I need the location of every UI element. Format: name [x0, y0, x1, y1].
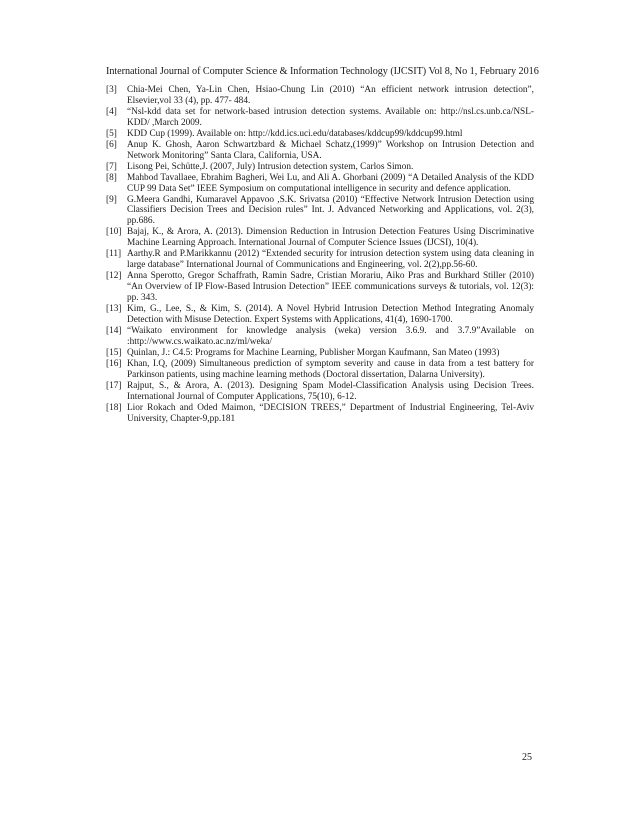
- reference-number: [17]: [106, 380, 122, 391]
- reference-text: Khan, I.Q, (2009) Simultaneous prediction of symptom severity and cause in data from a test battery for Parkinson patients, using machine learning methods (Doctoral dissertation, Dalarna University).: [127, 358, 534, 380]
- reference-item: [106, 381, 534, 403]
- running-header: International Journal of Computer Science & Information Technology (IJCSIT) Vol 8, No 1, February 2016: [106, 66, 539, 77]
- reference-number: [8]: [106, 172, 117, 183]
- reference-text: Lisong Pei, Schütte,J. (2007, July) Intrusion detection system, Carlos Simon.: [127, 161, 414, 172]
- reference-text: Mahbod Tavallaee, Ebrahim Bagheri, Wei Lu, and Ali A. Ghorbani (2009) “A Detailed Analysis of the KDD CUP 99 Data Set” IEEE Symposium on computational intelligence in security and defence application.: [127, 172, 534, 194]
- reference-text: Lior Rokach and Oded Maimon, “DECISION TREES,” Department of Industrial Engineering, Tel-Aviv University, Chapter-9,pp.181: [127, 402, 534, 424]
- reference-text: Anna Sperotto, Gregor Schaffrath, Ramin Sadre, Cristian Morariu, Aiko Pras and Burkhard Stiller (2010) “An Overview of IP Flow-Based Intrusion Detection” IEEE communications surveys & tutorials, vol. 12(3): pp. 343.: [127, 271, 534, 304]
- reference-number: [12]: [106, 271, 122, 282]
- reference-number: [16]: [106, 358, 122, 369]
- reference-text: “Nsl-kdd data set for network-based intrusion detection systems. Available on: http://nsl.cs.unb.ca/NSL-KDD/ ,March 2009.: [127, 106, 534, 128]
- reference-text: Kim, G., Lee, S., & Kim, S. (2014). A Novel Hybrid Intrusion Detection Method Integrating Anomaly Detection with Misuse Detection. Expert Systems with Applications, 41(4), 1690-1700.: [127, 304, 534, 326]
- reference-item: [106, 403, 534, 425]
- reference-number: [3]: [106, 85, 117, 95]
- reference-item: [106, 195, 534, 228]
- reference-number: [5]: [106, 128, 117, 139]
- reference-number: [4]: [106, 106, 117, 117]
- reference-number: [10]: [106, 227, 122, 238]
- reference-text: KDD Cup (1999). Available on: http://kdd.ics.uci.edu/databases/kddcup99/kddcup99.html: [127, 128, 463, 139]
- reference-text: Aarthy.R and P.Marikkannu (2012) “Extended security for intrusion detection system using data cleaning in large database” International Journal of Communications and Engineering, vol. 2(2),pp.56-60.: [127, 249, 534, 271]
- reference-item: [106, 162, 534, 173]
- reference-item: [106, 140, 534, 162]
- reference-text: Quinlan, J.: C4.5: Programs for Machine Learning, Publisher Morgan Kaufmann, San Mateo (1993): [127, 347, 500, 358]
- reference-text: “Waikato environment for knowledge analysis (weka) version 3.6.9. and 3.7.9”Available on :http://www.cs.waikato.ac.nz/ml/weka/: [127, 325, 534, 347]
- reference-item: [106, 173, 534, 195]
- reference-number: [9]: [106, 194, 117, 205]
- reference-item: [106, 85, 534, 107]
- reference-text: Bajaj, K., & Arora, A. (2013). Dimension Reduction in Intrusion Detection Features Using Discriminative Machine Learning Approach. International Journal of Computer Science Issues (IJCSI), 10(4).: [127, 227, 534, 249]
- reference-number: [14]: [106, 325, 122, 336]
- reference-number: [7]: [106, 161, 117, 172]
- reference-text: G.Meera Gandhi, Kumaravel Appavoo ,S.K. Srivatsa (2010) “Effective Network Intrusion Detection using Classifiers Decision Trees and Decision rules” Int. J. Advanced Networking and Applications, vol. 2(3), pp.686.: [127, 194, 534, 227]
- reference-text: Chia-Mei Chen, Ya-Lin Chen, Hsiao-Chung Lin (2010) “An efficient network intrusion detection”, Elsevier,vol 33 (4), pp. 477- 484.: [127, 85, 534, 106]
- page-number: 25: [522, 752, 532, 763]
- reference-number: [13]: [106, 304, 122, 315]
- reference-number: [18]: [106, 402, 122, 413]
- reference-list: [106, 85, 534, 425]
- reference-item: [106, 304, 534, 326]
- reference-item: [106, 129, 534, 140]
- reference-item: [106, 326, 534, 348]
- reference-item: [106, 227, 534, 249]
- reference-text: Anup K. Ghosh, Aaron Schwartzbard & Michael Schatz,(1999)” Workshop on Intrusion Detection and Network Monitoring” Santa Clara, California, USA.: [127, 139, 534, 161]
- reference-item: [106, 107, 534, 129]
- reference-text: Rajput, S., & Arora, A. (2013). Designing Spam Model-Classification Analysis using Decision Trees. International Journal of Computer Applications, 75(10), 6-12.: [127, 380, 534, 402]
- reference-item: [106, 271, 534, 304]
- reference-item: [106, 359, 534, 381]
- reference-item: [106, 249, 534, 271]
- reference-number: [6]: [106, 139, 117, 150]
- reference-number: [15]: [106, 347, 122, 358]
- reference-item: [106, 348, 534, 359]
- reference-number: [11]: [106, 249, 122, 260]
